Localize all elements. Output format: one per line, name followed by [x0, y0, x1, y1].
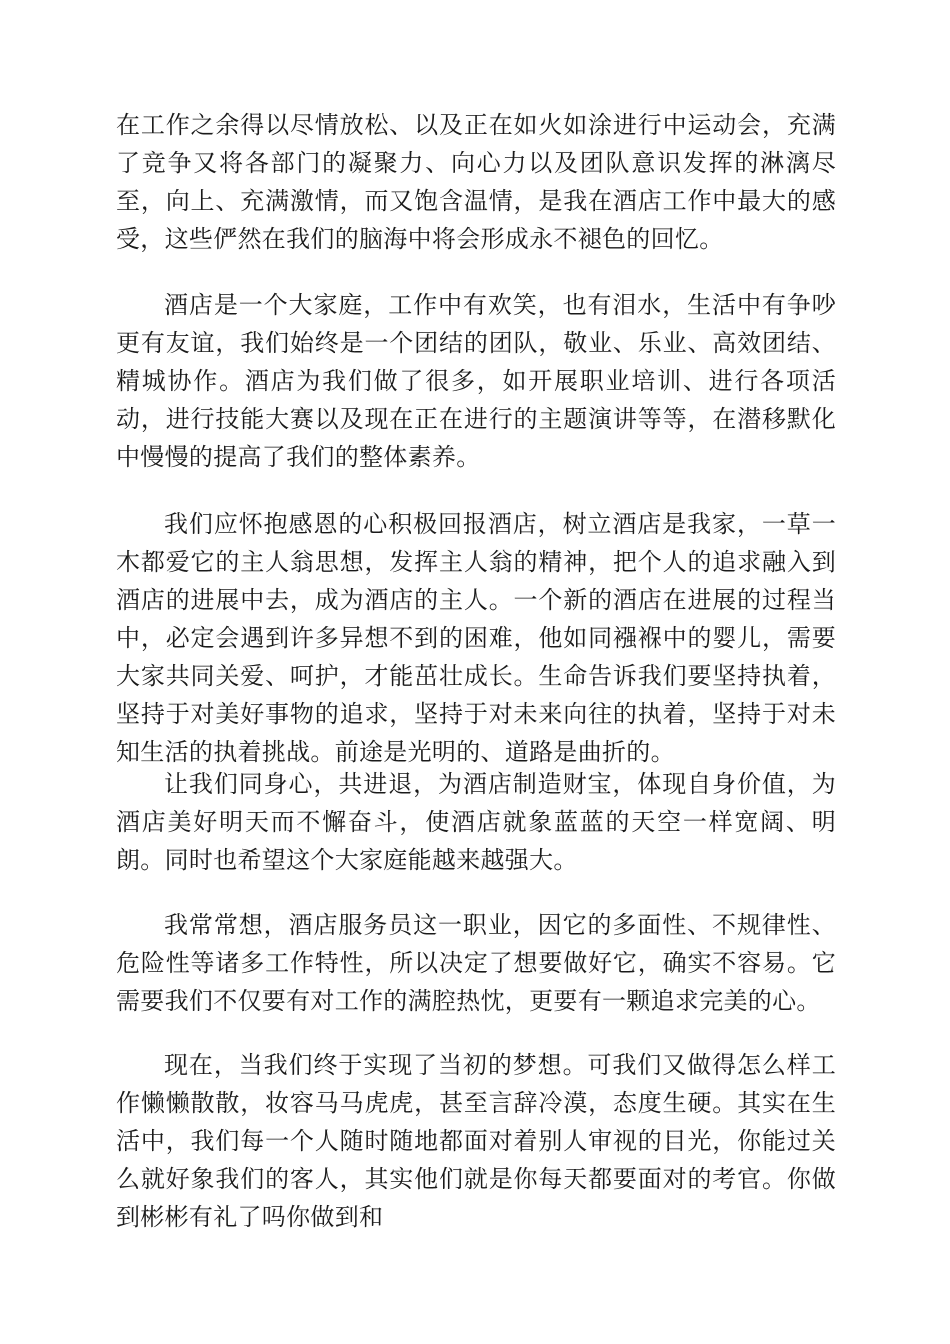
- paragraph-5: 我常常想，酒店服务员这一职业，因它的多面性、不规律性、危险性等诸多工作特性，所以决定了想要做好它，确实不容易。它需要我们不仅要有对工作的满腔热忱，更要有一颗追求完美的心。: [116, 911, 836, 1015]
- paragraph-3: 我们应怀抱感恩的心积极回报酒店，树立酒店是我家，一草一木都爱它的主人翁思想，发挥主人翁的精神，把个人的追求融入到酒店的进展中去，成为酒店的主人。一个新的酒店在进展的过程当中，必定会遇到许多异想不到的困难，他如同襁褓中的婴儿，需要大家共同关爱、呵护，才能茁壮成长。生命告诉我们要坚持执着，坚持于对美好事物的追求，坚持于对未来向往的执着，坚持于对未知生活的执着挑战。前途是光明的、道路是曲折的。: [116, 510, 836, 766]
- paragraph-1: 在工作之余得以尽情放松、以及正在如火如涂进行中运动会，充满了竞争又将各部门的凝聚力、向心力以及团队意识发挥的淋漓尽至，向上、充满激情，而又饱含温情，是我在酒店工作中最大的感受，这些俨然在我们的脑海中将会形成永不褪色的回忆。: [116, 111, 836, 253]
- paragraph-2: 酒店是一个大家庭，工作中有欢笑，也有泪水，生活中有争吵更有友谊，我们始终是一个团结的团队，敬业、乐业、高效团结、精城协作。酒店为我们做了很多，如开展职业培训、进行各项活动，进行技能大赛以及现在正在进行的主题演讲等等，在潜移默化中慢慢的提高了我们的整体素养。: [116, 291, 836, 471]
- paragraph-6: 现在，当我们终于实现了当初的梦想。可我们又做得怎么样工作懒懒散散，妆容马马虎虎，甚至言辞冷漠，态度生硬。其实在生活中，我们每一个人随时随地都面对着别人审视的目光，你能过关么就好象我们的客人，其实他们就是你每天都要面对的考官。你做到彬彬有礼了吗你做到和: [116, 1051, 836, 1231]
- paragraph-4: 让我们同身心，共进退，为酒店制造财宝，体现自身价值，为酒店美好明天而不懈奋斗，使酒店就象蓝蓝的天空一样宽阔、明朗。同时也希望这个大家庭能越来越强大。: [116, 770, 836, 874]
